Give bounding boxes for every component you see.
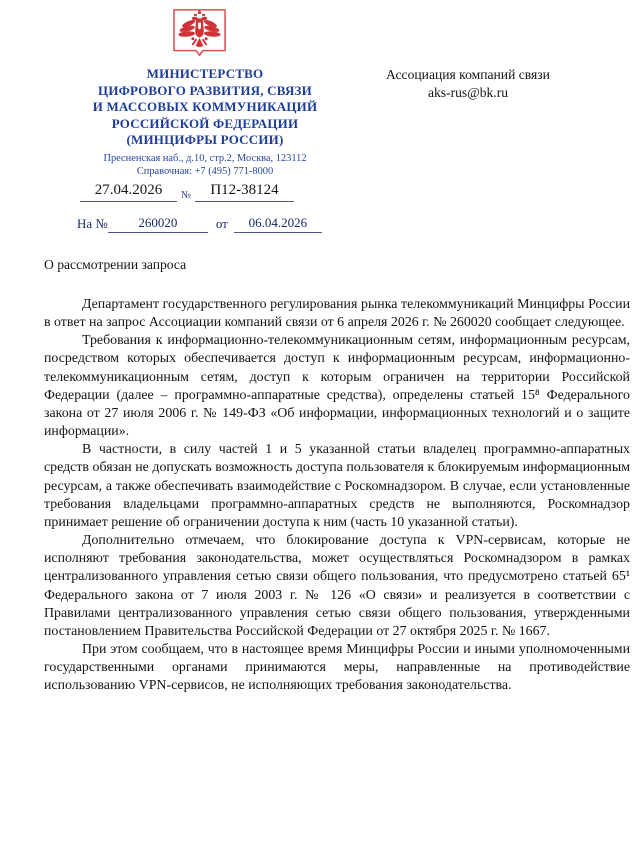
paragraph: Требования к информационно-телекоммуникационным сетям, информационным ресурсам, посредством которых обеспечивается доступ к информационным ресурсам, информационно-телекоммуникационным сетям, доступ к которым ограничен на территории Российской Федерации (далее – программно-аппаратные средства), определены статьей 15⁸ Федерального закона от 27 июля 2006 г. № 149-ФЗ «Об информации, информационных технологий и о защите информации». bbox=[44, 333, 630, 440]
number-sign-label: № bbox=[181, 190, 192, 201]
ministry-name-line: (МИНЦИФРЫ РОССИИ) bbox=[126, 132, 284, 148]
reply-to-number: 260020 bbox=[108, 214, 208, 233]
paragraph: При этом сообщаем, что в настоящее время Минцифры России и иными уполномоченными государственными органами принимаются меры, направленные на противодействие использованию VPN-сервисов, не исполняющих требования законодательства. bbox=[44, 641, 630, 694]
ministry-contact-block bbox=[44, 152, 366, 178]
recipient-block bbox=[358, 66, 578, 101]
outgoing-reference-row bbox=[80, 180, 294, 202]
letter-number: П12-38124 bbox=[195, 180, 294, 202]
reply-to-date: 06.04.2026 bbox=[234, 214, 322, 233]
ministry-name-line: ЦИФРОВОГО РАЗВИТИЯ, СВЯЗИ bbox=[98, 82, 312, 98]
recipient-name: Ассоциация компаний связи bbox=[386, 67, 550, 82]
letter-date: 27.04.2026 bbox=[80, 180, 177, 202]
paragraph: В частности, в силу частей 1 и 5 указанной статьи владелец программно-аппаратных средств обязан не допускать возможность доступа пользователя к блокируемым информационным ресурсам, а также обеспечивать взаимодействие с Роскомнадзором. В случае, если установленные требования владельцами программно-аппаратных средств не выполняются, Роскомнадзор принимает решение об ограничении доступа к ним (часть 10 указанной статьи). bbox=[44, 442, 630, 530]
letter-subject: О рассмотрении запроса bbox=[44, 257, 187, 272]
ministry-name-line: РОССИЙСКОЙ ФЕДЕРАЦИИ bbox=[111, 115, 299, 131]
letter-body bbox=[44, 296, 630, 695]
russian-coat-of-arms-icon bbox=[171, 8, 228, 61]
reply-to-label: На № bbox=[77, 216, 108, 231]
recipient-email: aks-rus@bk.ru bbox=[427, 84, 509, 100]
ministry-phone: Справочная: +7 (495) 771-8000 bbox=[136, 166, 274, 177]
ministry-name-line: МИНИСТЕРСТВО bbox=[146, 66, 264, 81]
ministry-postal-address: Пресненская наб., д.10, стр.2, Москва, 123112 bbox=[103, 153, 307, 164]
ministry-name-line: И МАССОВЫХ КОММУНИКАЦИЙ bbox=[92, 99, 318, 115]
paragraph: Департамент государственного регулирования рынка телекоммуникаций Минцифры России в ответ на запрос Ассоциации компаний связи от 6 апреля 2026 г. № 260020 сообщает следующее. bbox=[44, 297, 630, 331]
reply-reference-row bbox=[77, 214, 322, 233]
paragraph: Дополнительно отмечаем, что блокирование доступа к VPN-сервисам, которые не исполняют требования законодательства, может осуществляться Роскомнадзором в рамках централизованного управления сетью связи общего пользования, что предусмотрено статьей 65¹ Федерального закона от 7 июля 2003 г. № 126 «О связи» и реализуется в соответствии с Правилами централизованного управления сетью связи общего пользования, утвержденными постановлением Правительства Российской Федерации от 27 октября 2025 г. № 1667. bbox=[44, 533, 630, 639]
reply-date-label: от bbox=[215, 216, 228, 231]
ministry-name-block bbox=[44, 66, 366, 149]
